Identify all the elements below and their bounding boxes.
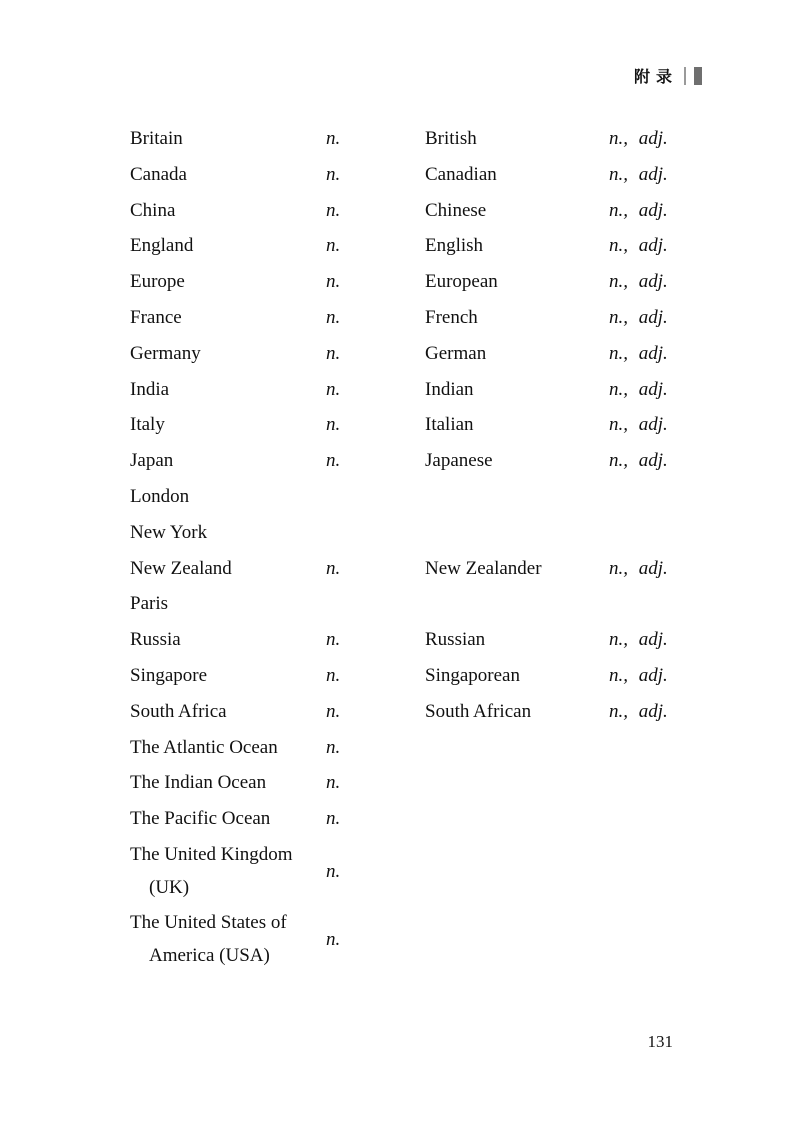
word-entry: The Indian Ocean <box>130 772 267 794</box>
derived-part-of-speech: n., adj. <box>609 664 668 686</box>
derived-word: German <box>425 342 487 364</box>
header-bar-thin <box>684 67 686 85</box>
part-of-speech: n. <box>326 557 341 579</box>
word-entry: The Atlantic Ocean <box>130 736 278 758</box>
part-of-speech: n. <box>326 414 341 436</box>
list-item <box>0 695 800 731</box>
list-item <box>0 373 800 409</box>
part-of-speech: n. <box>326 928 341 950</box>
part-of-speech: n. <box>326 772 341 794</box>
word-entry <box>130 838 310 904</box>
list-item <box>0 158 800 194</box>
derived-word: Italian <box>425 414 474 436</box>
derived-part-of-speech: n., adj. <box>609 700 668 722</box>
derived-part-of-speech: n., adj. <box>609 629 668 651</box>
word-entry: Paris <box>130 593 168 615</box>
derived-word: Indian <box>425 378 474 400</box>
list-item <box>0 516 800 552</box>
list-item <box>0 444 800 480</box>
list-item <box>0 122 800 158</box>
list-item <box>0 731 800 767</box>
word-entry <box>130 906 310 972</box>
word-entry: Canada <box>130 163 187 185</box>
part-of-speech: n. <box>326 271 341 293</box>
header-title: 附录 <box>633 67 678 86</box>
derived-word: English <box>425 235 484 257</box>
list-item <box>0 194 800 230</box>
part-of-speech: n. <box>326 700 341 722</box>
derived-part-of-speech: n., adj. <box>609 450 668 472</box>
part-of-speech: n. <box>326 306 341 328</box>
part-of-speech: n. <box>326 199 341 221</box>
list-item <box>0 766 800 802</box>
derived-part-of-speech: n., adj. <box>609 128 668 149</box>
derived-word: Canadian <box>425 163 497 185</box>
derived-part-of-speech: n., adj. <box>609 199 668 221</box>
running-header <box>634 64 702 87</box>
derived-part-of-speech: n., adj. <box>609 557 668 579</box>
part-of-speech: n. <box>326 128 341 149</box>
list-item <box>0 552 800 588</box>
part-of-speech: n. <box>326 450 341 472</box>
word-entry: South Africa <box>130 700 227 722</box>
word-entry: London <box>130 485 190 507</box>
part-of-speech: n. <box>326 860 341 882</box>
derived-word: British <box>425 128 477 149</box>
list-item <box>0 480 800 516</box>
word-entry: Italy <box>130 414 165 436</box>
word-entry: Britain <box>130 128 183 149</box>
derived-word: Chinese <box>425 199 487 221</box>
part-of-speech: n. <box>326 629 341 651</box>
list-item <box>0 337 800 373</box>
word-entry: Japan <box>130 450 174 472</box>
list-item <box>0 838 800 906</box>
derived-part-of-speech: n., adj. <box>609 271 668 293</box>
list-item <box>0 265 800 301</box>
word-entry: France <box>130 306 182 328</box>
list-item <box>0 229 800 265</box>
word-entry-line1: The United Kingdom <box>130 843 293 865</box>
vocabulary-list <box>0 122 800 974</box>
derived-word: Singaporean <box>425 664 520 686</box>
part-of-speech: n. <box>326 378 341 400</box>
derived-part-of-speech: n., adj. <box>609 306 668 328</box>
part-of-speech: n. <box>326 342 341 364</box>
derived-word: South African <box>425 700 532 722</box>
word-entry: India <box>130 378 170 400</box>
derived-part-of-speech: n., adj. <box>609 235 668 257</box>
derived-part-of-speech: n., adj. <box>609 163 668 185</box>
list-item <box>0 802 800 838</box>
derived-word: Japanese <box>425 450 493 472</box>
derived-part-of-speech: n., adj. <box>609 378 668 400</box>
derived-word: European <box>425 271 498 293</box>
list-item <box>0 408 800 444</box>
part-of-speech: n. <box>326 664 341 686</box>
derived-part-of-speech: n., adj. <box>609 414 668 436</box>
word-entry: China <box>130 199 176 221</box>
header-bar-thick <box>694 67 702 85</box>
word-entry: Russia <box>130 629 181 651</box>
word-entry: England <box>130 235 194 257</box>
part-of-speech: n. <box>326 808 341 830</box>
word-entry: The Pacific Ocean <box>130 808 271 830</box>
word-entry: Germany <box>130 342 201 364</box>
word-entry-line1: The United States of <box>130 911 287 933</box>
list-item <box>0 906 800 974</box>
part-of-speech: n. <box>326 235 341 257</box>
word-entry: Europe <box>130 271 185 293</box>
word-entry: New Zealand <box>130 557 232 579</box>
word-entry: New York <box>130 521 208 543</box>
part-of-speech: n. <box>326 736 341 758</box>
list-item <box>0 587 800 623</box>
word-entry-line2: (UK) <box>149 876 190 898</box>
derived-word: New Zealander <box>425 557 542 579</box>
word-entry: Singapore <box>130 664 208 686</box>
derived-part-of-speech: n., adj. <box>609 342 668 364</box>
derived-word: French <box>425 306 478 328</box>
derived-word: Russian <box>425 629 486 651</box>
part-of-speech: n. <box>326 163 341 185</box>
list-item <box>0 623 800 659</box>
list-item <box>0 659 800 695</box>
page-number: 131 <box>647 1032 673 1051</box>
list-item <box>0 301 800 337</box>
word-entry-line2: America (USA) <box>149 944 270 966</box>
